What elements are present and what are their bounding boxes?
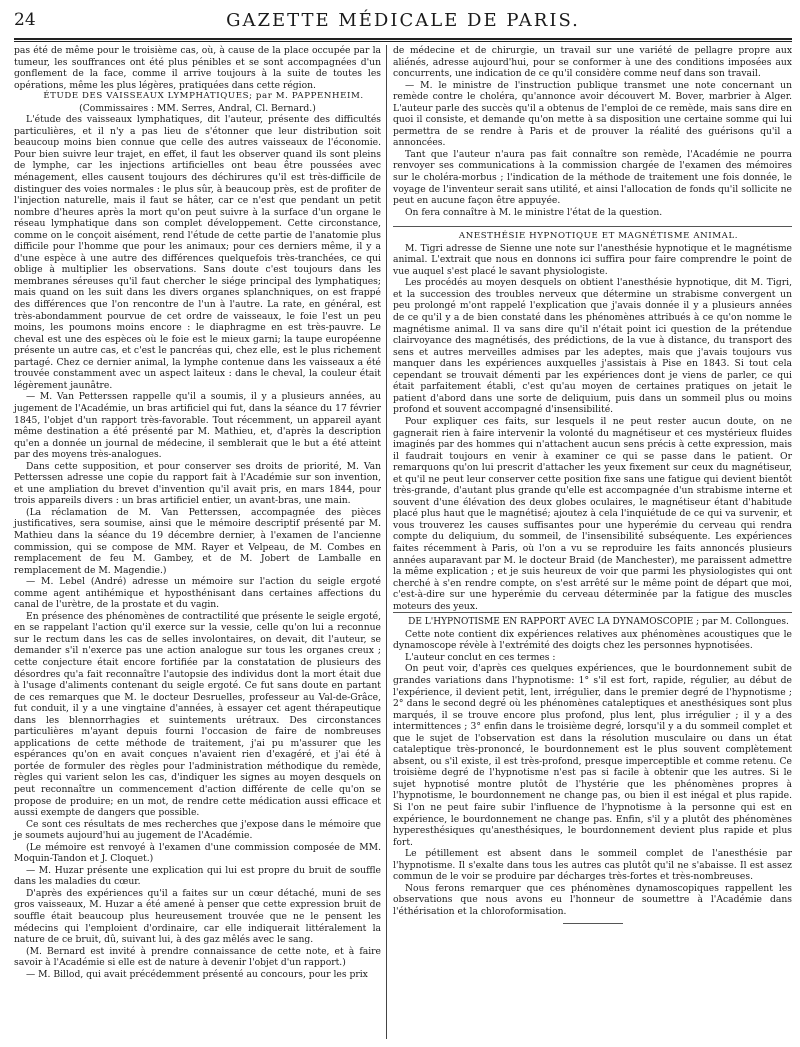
paragraph: Le pétillement est absent dans le sommeil complet de l'anesthésie par l'hypnotisme. Il s'exalte dans tous les autres cas plutôt qu'il ne s'abaisse. Il est assez commun de le voir se produire par décharges très-fortes et très-nombreuses.	[393, 848, 792, 883]
header-rule	[14, 41, 792, 42]
paragraph: L'auteur conclut en ces termes :	[405, 651, 556, 663]
right-column	[393, 45, 792, 930]
section-heading: DE L'HYPNOTISME EN RAPPORT AVEC LA DYNAMOSCOPIE ; par M. Collongues.	[393, 612, 792, 629]
paragraph: Les procédés au moyen desquels on obtient l'anesthésie hypnotique, dit M. Tigri, et la succession des troubles nerveux que détermine un strabisme convergent un peu prolongé m'ont rappelé l'explication que j'avais donnée il y a plusieurs années de ce qu'il y a de bien constaté dans les phénomènes attribués à ce qu'on nomme le magnétisme animal. Il va sans dire qu'il n'était point ici question de la prétendue clairvoyance des magnétisés, des prédictions, de la vue à distance, du transport des sens et autres merveilles admises par les adeptes, mais que j'avais toujours vus manquer dans les expériences auxquelles j'assistais à Pise en 1843. Si tout cela cependant se trouvait démenti par les expériences dont je viens de parler, ce qui était parfaitement établi, c'est qu'au moyen de certaines pratiques on jetait le patient d'abord dans une sorte de deliquium, puis dans un sommeil plus ou moins profond et souvent accompagné d'insensibilité.	[393, 277, 792, 416]
page-header	[14, 8, 792, 40]
page-number: 24	[14, 10, 36, 30]
end-rule	[563, 923, 623, 924]
paragraph: L'étude des vaisseaux lymphatiques, dit l'auteur, présente des difficultés particulières, et il n'y a pas lieu de s'étonner que leur distribution soit beaucoup moins bien connue que celle des autres vaisseaux de l'économie. Pour bien suivre leur trajet, en effet, il faut les observer quand ils sont pleins de lymphe, car les injections artificielles ont beau être poussées avec ménagement, elles causent toujours des déchirures qu'il est très-difficile de distinguer des voies normales : le plus sûr, à beaucoup près, est de profiter de l'injection naturelle, mais il faut se hâter, car ce n'est que pendant un petit nombre d'heures après la mort qu'on peut suivre à la surface d'un organe le réseau lymphatique dans son complet développement. Cette circonstance, comme on le conçoit aisément, rend l'étude de cette partie de l'anatomie plus difficile pour l'homme que pour les animaux; pour ces derniers même, il y a d'une espèce à une autre des différences quelquefois très-tranchées, ce qui oblige à multiplier les observations. Sans doute c'est toujours dans les membranes séreuses qu'il faut chercher le siége principal des lymphatiques; mais quand on les suit dans les divers organes splanchniques, on est frappé des différences que l'on rencontre de l'un à l'autre. La rate, en général, est très-abondamment pourvue de cet ordre de vaisseaux, le foie l'est un peu moins, les poumons moins encore : le diaphragme en est très-pauvre. Le cheval est une des espèces où le foie est le mieux garni; la taupe européenne présente un autre cas, et c'est le pancréas qui, chez elle, est le plus richement partagé. Chez ce dernier animal, la lymphe contenue dans les vaisseaux a été trouvée constamment avec un aspect laiteux : dans le cheval, la couleur était légèrement jaunâtre.	[14, 114, 381, 391]
paragraph: M. Tigri adresse de Sienne une note sur l'anesthésie hypnotique et le magnétisme animal. L'extrait que nous en donnons ici suffira pour faire comprendre le point de vue auquel s'est placé le savant physiologiste.	[393, 242, 792, 277]
paragraph: (Le mémoire est renvoyé à l'examen d'une commission composée de MM. Moquin-Tandon et J. Cloquet.)	[14, 841, 381, 865]
commission-note: (Commissaires : MM. Serres, Andral, Cl. Bernard.)	[79, 102, 316, 114]
paragraph: — M. le ministre de l'instruction publique transmet une note concernant un remède contre le choléra, qu'annonce avoir découvert M. Bover, marbrier à Alger. L'auteur parle des succès qu'il a obtenus de l'emploi de ce remède, mais sans dire en quoi il consiste, et demande qu'on mette à sa disposition une certaine somme qui lui permettra de se rendre à Paris et de prouver la réalité des guérisons qu'il a annoncées.	[393, 79, 792, 149]
column-divider	[386, 45, 387, 1039]
paragraph: Pour expliquer ces faits, sur lesquels il ne peut rester aucun doute, on ne gagnerait rien à faire intervenir la volonté du magnétiseur et ces mystérieux fluides imaginés par des hommes qui n'attachent aucun sens précis à cette expression, mais il faudrait toujours en venir à examiner ce qui se passe dans le patient. Or remarquons qu'on lui prescrit d'attacher les yeux fixement sur ceux du magnétiseur, et qu'il ne peut leur conserver cette position fixe sans une fatigue qui devient bientôt très-grande, d'autant plus grande qu'elle est accompagnée d'un strabisme interne et souvent d'une élévation des deux globes oculaires, le magnétiseur étant d'habitude placé plus haut que le magnétisé; ajoutez à cela l'inquiétude de ce qui va survenir, et vous trouverez les causes suffisantes pour une hyperémie du cerveau qui rendra compte du deliquium, du sommeil, de l'insensibilité subséquente. Les expériences faites récemment à Paris, où l'on a vu se reproduire les faits annoncés plusieurs années auparavant par M. le docteur Braid (de Manchester), me paraissent admettre la même explication ; et je suis heureux de voir que parmi les physiologistes qui ont cherché à s'en rendre compte, on s'est arrêté sur le même point de départ que moi, c'est-à-dire sur une hyperémie du cerveau déterminée par la fatigue des muscles moteurs des yeux.	[393, 415, 792, 612]
left-column	[14, 45, 381, 980]
paragraph: On fera connaître à M. le ministre l'état de la question.	[405, 206, 663, 218]
paragraph: Dans cette supposition, et pour conserver ses droits de priorité, M. Van Petterssen adresse une copie du rapport fait à l'Académie sur son invention, et une ampliation du brevet d'invention qu'il avait pris, en mars 1844, pour trois appareils divers : un bras artificiel entier, un avant-bras, une main.	[14, 460, 381, 507]
paragraph: (La réclamation de M. Van Petterssen, accompagnée des pièces justificatives, sera soumise, ainsi que le mémoire descriptif présenté par M. Mathieu dans la séance du 19 décembre dernier, à l'examen de l'ancienne commission, qui se compose de MM. Rayer et Velpeau, de M. Combes en remplacement de feu M. Gambey, et de M. Jobert de Lamballe en remplacement de M. Magendie.)	[14, 506, 381, 576]
paragraph: En présence des phénomènes de contractilité que présente le seigle ergoté, en se rappelant l'action qu'il exerce sur la vessie, celle qu'on lui a reconnue sur le rectum dans les cas de selles involontaires, on devait, dit l'auteur, se demander s'il n'exerce pas une action analogue sur tous les organes creux ; cette conjecture était encore fortifiée par la constatation de plusieurs des désordres qu'a fait reconnaître l'autopsie des individus dont la mort était due à l'usage d'aliments contenant du seigle ergoté. Ce fut sans doute en partant de ces remarques que M. le docteur Desruelles, professeur au Val-de-Grâce, fut conduit, il y a une vingtaine d'années, à essayer cet agent thérapeutique dans les blennorrhagies et suintements urétraux. Des circonstances particulières m'ayant depuis fourni l'occasion de faire de nombreuses applications de cette méthode de traitement, j'ai pu m'assurer que les espérances qu'on en avait conçues n'avaient rien d'exagéré, et j'ai été à portée de formuler des règles pour l'administration méthodique du remède, règles qui varient selon les cas, d'indiquer les signes au moyen desquels on peut reconnaître un commencement d'action différente de celle qu'on se propose de produire; en un mot, de rendre cette médication aussi efficace et aussi exempte de dangers que possible.	[14, 610, 381, 819]
paragraph: Cette note contient dix expériences relatives aux phénomènes acoustiques que le dynamoscope révèle à l'extrémité des doigts chez les personnes hypnotisées.	[393, 628, 792, 652]
paragraph: — M. Billod, qui avait précédemment présenté au concours, pour les prix	[26, 968, 368, 980]
paragraph: — M. Huzar présente une explication qui lui est propre du bruit de souffle dans les maladies du cœur.	[14, 864, 381, 888]
paragraph: D'après des expériences qu'il a faites sur un cœur détaché, muni de ses gros vaisseaux, M. Huzar a été amené à penser que cette expression bruit de souffle était beaucoup plus heureusement trouvée que ne le pensent les médecins qui l'emploient d'ordinaire, car elle indiquerait littéralement la nature de ce bruit, dû, suivant lui, à des gaz mêlés avec le sang.	[14, 887, 381, 946]
paragraph: — M. Van Petterssen rappelle qu'il a soumis, il y a plusieurs années, au jugement de l'Académie, un bras artificiel qui fut, dans la séance du 17 février 1845, l'objet d'un rapport très-favorable. Tout récemment, un appareil ayant même destination a été présenté par M. Mathieu, et, d'après la description qu'en a donnée un journal de médecine, il semblerait que le but a été atteint par des moyens très-analogues.	[14, 391, 381, 461]
section-heading: ÉTUDE DES VAISSEAUX LYMPHATIQUES; par M. PAPPENHEIM.	[43, 91, 364, 102]
paragraph: de médecine et de chirurgie, un travail sur une variété de pellagre propre aux aliénés, adresse aujourd'hui, pour se conformer à une des conditions imposées aux concurrents, une indication de ce qu'il considère comme neuf dans son travail.	[393, 45, 792, 80]
paragraph: pas été de même pour le troisième cas, où, à cause de la place occupée par la tumeur, les souffrances ont été plus pénibles et se sont accompagnées d'un gonflement de la face, comme il arrive toujours à la suite de toutes les opérations, même les plus légères, pratiquées dans cette région.	[14, 45, 381, 91]
paragraph: On peut voir, d'après ces quelques expériences, que le bourdonnement subit de grandes variations dans l'hypnotisme: 1° s'il est fort, rapide, régulier, au début de l'expérience, il devient petit, lent, irrégulier, dans le premier degré de l'hypnotisme ; 2° dans le second degré où les phénomènes cataleptiques et anesthésiques sont plus marqués, il se trouve encore plus profond, plus lent, plus irrégulier ; il y a des intermittences ; 3° enfin dans le troisième degré, lorsqu'il y a du sommeil complet et que le sujet de l'observation est dans la résolution musculaire ou dans un état cataleptique très-prononcé, le bourdonnement est le plus souvent complètement absent, ou s'il existe, il est très-profond, presque imperceptible et comme retenu. Ce troisième degré de l'hypnotisme n'est pas si facile à obtenir que les autres. Si le sujet hypnotisé montre plutôt de l'hystérie que les phénomènes propres à l'hypnotisme, le bourdonnement ne change pas, ou bien il est inégal et plus rapide. Si l'on ne peut faire subir l'influence de l'hypnotisme à la personne qui est en expérience, le bourdonnement ne change pas. Enfin, s'il y a plutôt des phénomènes hyperesthésiques qu'anesthésiques, le bourdonnement devient plus rapide et plus fort.	[393, 663, 792, 848]
paragraph: Nous ferons remarquer que ces phénomènes dynamoscopiques rappellent les observations que nous avons eu l'honneur de soumettre à l'Académie dans l'éthérisation et la chloroformisation.	[393, 882, 792, 917]
journal-title: GAZETTE MÉDICALE DE PARIS.	[226, 10, 580, 31]
section-heading: ANESTHÉSIE HYPNOTIQUE ET MAGNÉTISME ANIMAL.	[393, 226, 792, 243]
paragraph: Tant que l'auteur n'aura pas fait connaître son remède, l'Académie ne pourra renvoyer ses communications à la commission chargée de l'examen des mémoires sur le choléra-morbus ; l'indication de la méthode de traitement une fois donnée, le voyage de l'inventeur serait sans utilité, et ainsi l'allocation de fonds qu'il sollicite ne peut en aucune façon être appuyée.	[393, 148, 792, 207]
paragraph: Ce sont ces résultats de mes recherches que j'expose dans le mémoire que je soumets aujourd'hui au jugement de l'Académie.	[14, 818, 381, 842]
paragraph: — M. Lebel (André) adresse un mémoire sur l'action du seigle ergoté comme agent antihémique et hyposthénisant dans certaines affections du canal de l'urètre, de la prostate et du vagin.	[14, 576, 381, 611]
paragraph: (M. Bernard est invité à prendre connaissance de cette note, et à faire savoir à l'Académie si elle est de nature à devenir l'objet d'un rapport.)	[14, 945, 381, 969]
